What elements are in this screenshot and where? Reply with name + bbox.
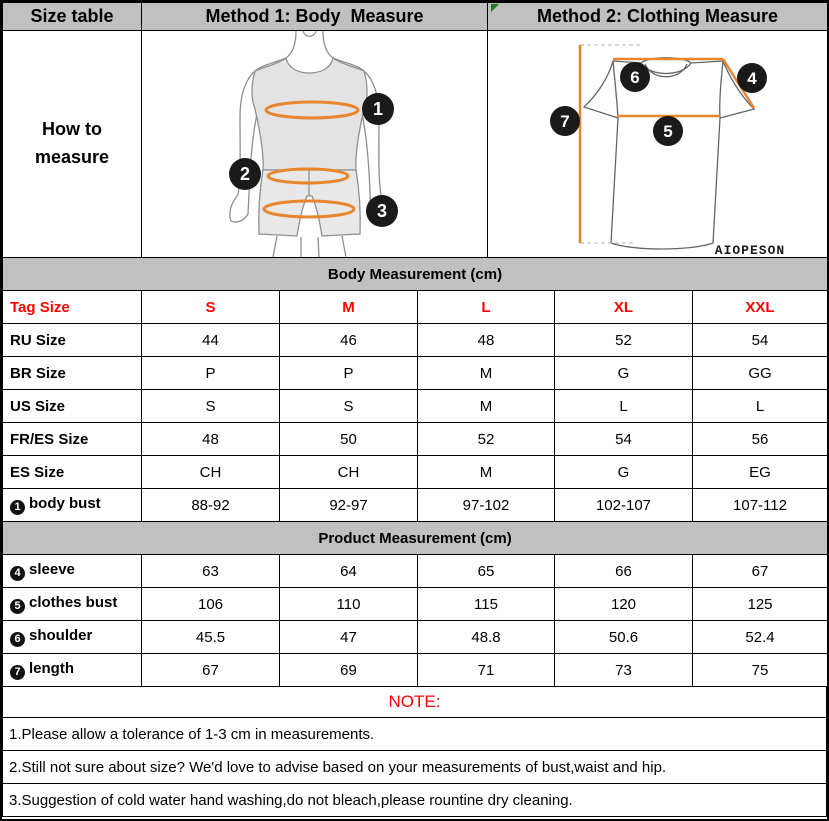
body-bust-xxl: 107-112 <box>693 489 828 522</box>
badge-1-icon: 1 <box>10 500 25 515</box>
sleeve-l: 65 <box>418 555 555 588</box>
fres-size-l: 52 <box>418 423 555 456</box>
fres-size-m: 50 <box>280 423 418 456</box>
clothes-bust-row <box>3 588 828 621</box>
ru-size-s: 44 <box>142 324 280 357</box>
tag-size-row <box>3 291 828 324</box>
figure-left-hand <box>230 194 249 222</box>
length-label: length <box>29 660 74 677</box>
marker-4-number: 4 <box>747 69 757 88</box>
body-bust-xl: 102-107 <box>555 489 693 522</box>
sleeve-xxl: 67 <box>693 555 828 588</box>
body-measurement-title: Body Measurement (cm) <box>3 258 828 291</box>
fres-size-xxl: 56 <box>693 423 828 456</box>
size-table-heading: Size table <box>3 3 142 31</box>
body-bust-row <box>3 489 828 522</box>
badge-6-icon: 6 <box>10 632 25 647</box>
clothes-bust-xxl: 125 <box>693 588 828 621</box>
clothes-bust-l: 115 <box>418 588 555 621</box>
clothes-bust-s: 106 <box>142 588 280 621</box>
br-size-xl: G <box>555 357 693 390</box>
us-size-l: M <box>418 390 555 423</box>
us-size-row <box>3 390 828 423</box>
us-size-xl: L <box>555 390 693 423</box>
sleeve-m: 64 <box>280 555 418 588</box>
length-label-cell <box>3 654 142 687</box>
body-bust-label-cell <box>3 489 142 522</box>
body-figure-illustration <box>142 31 486 257</box>
method2-heading: Method 2: Clothing Measure <box>488 3 828 31</box>
es-size-xxl: EG <box>693 456 828 489</box>
length-m: 69 <box>280 654 418 687</box>
fres-size-s: 48 <box>142 423 280 456</box>
us-size-m: S <box>280 390 418 423</box>
br-size-s: P <box>142 357 280 390</box>
shoulder-label-cell <box>3 621 142 654</box>
note-3-text: 3.Suggestion of cold water hand washing,do not bleach,please rountine dry cleaning. <box>3 784 827 817</box>
shoulder-xl: 50.6 <box>555 621 693 654</box>
us-size-s: S <box>142 390 280 423</box>
tag-size-m: M <box>280 291 418 324</box>
clothing-measure-illustration-cell <box>488 31 828 258</box>
clothes-bust-label-cell <box>3 588 142 621</box>
es-size-label: ES Size <box>3 456 142 489</box>
us-size-xxl: L <box>693 390 828 423</box>
badge-7-icon: 7 <box>10 665 25 680</box>
es-size-m: CH <box>280 456 418 489</box>
shoulder-xxl: 52.4 <box>693 621 828 654</box>
marker-1-number: 1 <box>372 99 384 119</box>
illustration-row <box>3 31 828 258</box>
es-size-s: CH <box>142 456 280 489</box>
ru-size-xxl: 54 <box>693 324 828 357</box>
body-measurement-header-row <box>3 258 828 291</box>
tshirt-illustration <box>488 31 826 257</box>
tag-size-s: S <box>142 291 280 324</box>
body-bust-m: 92-97 <box>280 489 418 522</box>
shoulder-l: 48.8 <box>418 621 555 654</box>
note-row-1 <box>3 718 827 751</box>
br-size-m: P <box>280 357 418 390</box>
method1-heading: Method 1: Body Measure <box>142 3 488 31</box>
length-xl: 73 <box>555 654 693 687</box>
length-s: 67 <box>142 654 280 687</box>
measurement-table <box>2 257 828 687</box>
marker-2-number: 2 <box>239 164 251 184</box>
figure-legs <box>273 236 346 257</box>
fres-size-label: FR/ES Size <box>3 423 142 456</box>
sleeve-label: sleeve <box>29 561 75 578</box>
body-bust-label: body bust <box>29 495 101 512</box>
product-measurement-title: Product Measurement (cm) <box>3 522 828 555</box>
ru-size-xl: 52 <box>555 324 693 357</box>
tag-size-xxl: XXL <box>693 291 828 324</box>
body-bust-l: 97-102 <box>418 489 555 522</box>
sleeve-xl: 66 <box>555 555 693 588</box>
ru-size-m: 46 <box>280 324 418 357</box>
cell-corner-marker <box>491 4 499 12</box>
method-header-table <box>2 2 828 258</box>
tshirt-outline <box>584 58 754 249</box>
br-size-row <box>3 357 828 390</box>
es-size-l: M <box>418 456 555 489</box>
badge-4-icon: 4 <box>10 566 25 581</box>
notes-table <box>2 686 827 817</box>
brand-text: AIOPESON <box>714 243 786 257</box>
marker-3-number: 3 <box>376 201 388 221</box>
ru-size-row <box>3 324 828 357</box>
tag-size-xl: XL <box>555 291 693 324</box>
fres-size-xl: 54 <box>555 423 693 456</box>
note-row-2 <box>3 751 827 784</box>
shoulder-row <box>3 621 828 654</box>
note-1-text: 1.Please allow a tolerance of 1-3 cm in measurements. <box>3 718 827 751</box>
br-size-xxl: GG <box>693 357 828 390</box>
us-size-label: US Size <box>3 390 142 423</box>
note-2-text: 2.Still not sure about size? We'd love to advise based on your measurements of bust,waist and hip. <box>3 751 827 784</box>
br-size-l: M <box>418 357 555 390</box>
tag-size-label: Tag Size <box>3 291 142 324</box>
note-title: NOTE: <box>3 687 827 718</box>
marker-6-number: 6 <box>630 68 640 87</box>
sleeve-s: 63 <box>142 555 280 588</box>
clothes-bust-label: clothes bust <box>29 594 118 611</box>
tag-size-l: L <box>418 291 555 324</box>
shoulder-s: 45.5 <box>142 621 280 654</box>
note-row-3 <box>3 784 827 817</box>
sleeve-row <box>3 555 828 588</box>
marker-5-number: 5 <box>663 122 673 141</box>
clothes-bust-m: 110 <box>280 588 418 621</box>
es-size-row <box>3 456 828 489</box>
es-size-xl: G <box>555 456 693 489</box>
length-xxl: 75 <box>693 654 828 687</box>
note-title-row <box>3 687 827 718</box>
badge-5-icon: 5 <box>10 599 25 614</box>
br-size-label: BR Size <box>3 357 142 390</box>
figure-chin-line <box>303 31 316 36</box>
shoulder-m: 47 <box>280 621 418 654</box>
length-row <box>3 654 828 687</box>
body-bust-s: 88-92 <box>142 489 280 522</box>
clothes-bust-xl: 120 <box>555 588 693 621</box>
ru-size-l: 48 <box>418 324 555 357</box>
marker-7-number: 7 <box>560 112 570 131</box>
shoulder-label: shoulder <box>29 627 93 644</box>
product-measurement-header-row <box>3 522 828 555</box>
header-row <box>3 3 828 31</box>
ru-size-label: RU Size <box>3 324 142 357</box>
how-to-measure-label: How to measure <box>3 31 142 258</box>
sleeve-label-cell <box>3 555 142 588</box>
body-measure-illustration-cell <box>142 31 488 258</box>
fres-size-row <box>3 423 828 456</box>
length-l: 71 <box>418 654 555 687</box>
